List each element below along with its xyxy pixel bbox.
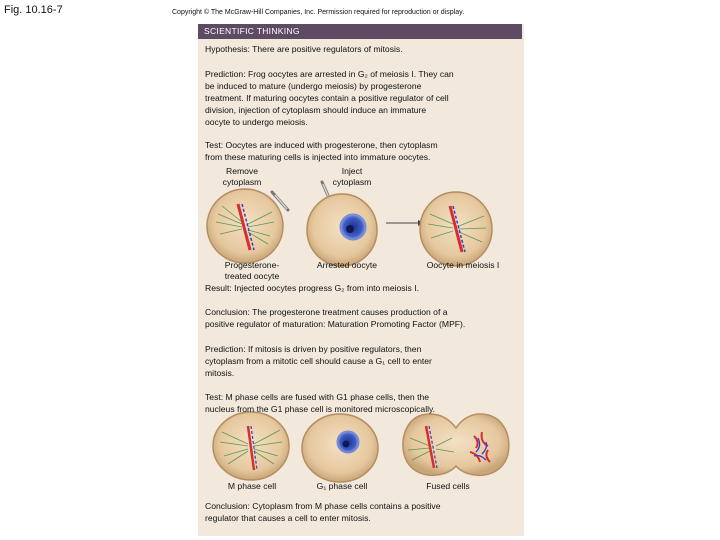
progesterone-treated-oocyte-illustration [207,189,283,263]
m-phase-cell-label: M phase cell [227,481,277,491]
fused-cells-label: Fused cells [426,481,470,491]
g1-phase-cell-illustration [302,414,378,482]
oocyte-meiosis-illustration [420,192,492,266]
figure-label: Fig. 10.16-7 [4,4,63,16]
prediction-2-text: Prediction: If mitosis is driven by positive regulators, then cytoplasm from a mitotic cell should cause a G₁ cell to enter mitosis. [205,344,432,378]
meiosis-oocyte-label: Oocyte in meiosis I [426,260,500,270]
arrested-oocyte-label: Arrested oocyte [316,260,378,270]
g1-phase-cell-label: G₁ phase cell [316,481,368,491]
test-2-text: Test: M phase cells are fused with G1 phase cells, then the nucleus from the G1 phase cell is monitored microscopically. [205,392,436,414]
conclusion-2-text: Conclusion: Cytoplasm from M phase cells contains a positive regulator that causes a cell to enter mitosis. [205,501,441,523]
remove-cytoplasm-label: Remove cytoplasm [222,166,262,187]
m-phase-cell-illustration [213,412,289,480]
copyright-notice: Copyright © The McGraw-Hill Companies, Inc. Permission required for reproduction or display. [172,9,465,16]
panel-title: SCIENTIFIC THINKING [198,24,522,39]
hypothesis-text: Hypothesis: There are positive regulators of mitosis. [205,44,403,54]
fused-cells-illustration [403,414,509,475]
scientific-thinking-panel [198,24,524,536]
arrested-oocyte-illustration [307,194,377,266]
transition-arrow [386,220,424,226]
prediction-1-text: Prediction: Frog oocytes are arrested in G₂ of meiosis I. They can be induced to mature (undergo meiosis) by progesterone treatment. If maturing oocytes contain a positive regulator of cell division, injection of cytoplasm should induce an immature oocyte to undergo meiosis. [205,69,454,127]
inject-cytoplasm-label: Inject cytoplasm [332,166,372,187]
test-1-text: Test: Oocytes are induced with progesterone, then cytoplasm from these maturing cells is injected into immature oocytes. [205,140,438,162]
treated-oocyte-label: Progesterone- treated oocyte [224,260,280,281]
conclusion-1-text: Conclusion: The progesterone treatment causes production of a positive regulator of maturation: Maturation Promoting Factor (MPF). [205,307,466,329]
result-1-text: Result: Injected oocytes progress G₂ from into meiosis I. [205,283,419,293]
